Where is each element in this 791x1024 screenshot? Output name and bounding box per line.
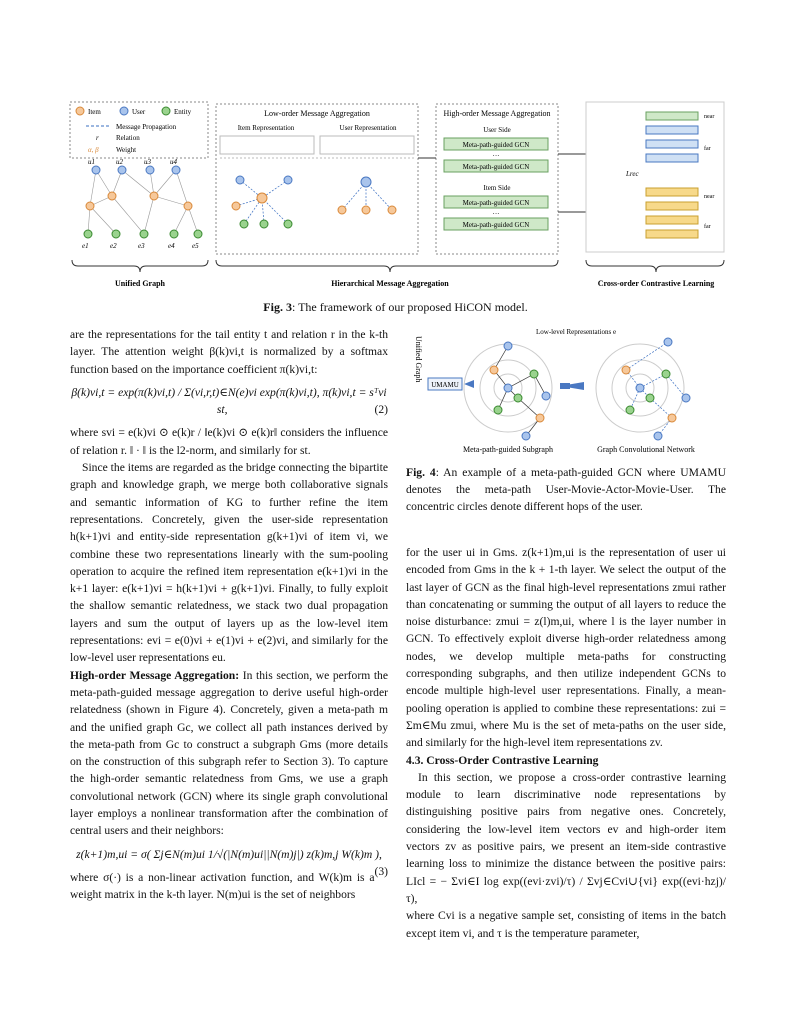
left-paragraph-2: where svi = e(k)vi ⊙ e(k)r / ‖e(k)vi ⊙ e(k)r‖ considers the influence of relation r. ‖ · ‖ is the l2-norm, and similarly for st.	[70, 426, 388, 457]
figure-3-caption	[0, 300, 791, 315]
item-side-label: Item Side	[483, 184, 511, 192]
high-order-heading: High-order Message Aggregation:	[70, 668, 240, 682]
figure-3-caption-text: : The framework of our proposed HiCON model.	[291, 300, 528, 314]
user-gcn-1-label: Meta-path-guided GCN	[462, 141, 530, 149]
figure-4-caption-prefix: Fig. 4	[406, 466, 436, 479]
entity-label-4: e4	[168, 242, 175, 250]
item-node-1	[86, 202, 94, 210]
user-embedding-bars	[646, 112, 698, 162]
entity-node-2	[112, 230, 120, 238]
umamu-label: UMAMU	[431, 381, 459, 389]
lrec-label: Lrec	[626, 170, 639, 178]
user-rep-title: User Representation	[339, 124, 397, 132]
user-label-1: u1	[88, 158, 95, 166]
legend-user-icon	[120, 107, 128, 115]
legend-propagation: Message Propagation	[116, 123, 177, 131]
item-node-5	[184, 202, 192, 210]
unified-graph-label: Unified Graph	[114, 279, 166, 288]
label-far-bottom: far	[704, 224, 711, 230]
user-label-3: u3	[144, 158, 151, 166]
left-paragraph-1: are the representations for the tail entity t and relation r in the k-th layer. The attention weight β(k)vi,t is normalized by a softmax function based on the importance coefficient π(k)vi,t:	[70, 328, 388, 376]
low-level-label: Low-level Representations e	[536, 328, 617, 336]
label-far-top: far	[704, 146, 711, 152]
equation-2-number: (2)	[374, 403, 388, 417]
subgraph-label: Meta-path-guided Subgraph	[463, 445, 553, 454]
figure-3	[66, 98, 726, 294]
legend-relation: Relation	[116, 134, 140, 142]
item-gcn-2-label: Meta-path-guided GCN	[462, 221, 530, 229]
entity-node-5	[194, 230, 202, 238]
label-near-bottom: near	[704, 194, 715, 200]
left-paragraph-3: Since the items are regarded as the bridge connecting the bipartite graph and knowledge graph, we merge both collaborative signals and semantic information of KG to further refine the item representations. Concretely, given the user-side representation h(k+1)vi and entity-side representation g(k+1)vi of item vi, we combine these two representations linearly with the sum-pooling operation to acquire the refined item representation e(k+1)vi in the k+1 layer: e(k+1)vi = h(k+1)vi + g(k+1)vi. Finally, to fully exploit the shallow semantic relatedness, we stack two dual propagation layers and sum the output of layers up as the low-level item representations: evi = e(0)vi + e(1)vi + e(2)vi, and similarly for the low-level user representations eu.	[70, 461, 388, 665]
left-paragraph-4: In this section, we perform the meta-path-guided message aggregation to derive useful high-order relatedness (shown in Figure 4). Concretely, given a meta-path m and the unified graph Gc, we collect all path instances derived by the meta-path from Gc to construct a subgraph Gms (more details on the construction of this subgraph refer to Section 3). To capture the high-order semantic relatedness from Gms, we use a graph convolutional network (GCN) where its single graph convolutional layer employs a nonlinear transformation after the combination of central users and their neighbors:	[70, 668, 389, 838]
brace-cross-order	[586, 260, 724, 272]
figure-4	[408, 326, 728, 456]
legend-entity: Entity	[174, 108, 192, 116]
high-order-title: High-order Message Aggregation	[443, 109, 551, 118]
cross-order-label: Cross-order Contrastive Learning	[597, 279, 715, 288]
legend-item-icon	[76, 107, 84, 115]
meta-path-diagram	[408, 326, 728, 456]
fig4-unified-graph: Unified Graph	[414, 336, 423, 383]
entity-label-2: e2	[110, 242, 117, 250]
figure-4-caption	[406, 464, 726, 515]
user-gcn-dots: ···	[492, 152, 500, 160]
user-side-label: User Side	[483, 126, 511, 134]
item-rep-formula-box	[220, 136, 314, 154]
item-rep-title: Item Representation	[237, 124, 295, 132]
user-node-2	[118, 166, 126, 174]
section-4-3-heading: 4.3. Cross-Order Contrastive Learning	[406, 753, 599, 767]
equation-3-body: z(k+1)m,ui = σ( Σj∈N(m)ui 1/√(|N(m)ui||N(m)j|) z(k)m,j W(k)m ),	[76, 847, 382, 861]
right-paragraph-2: In this section, we propose a cross-order contrastive learning module to learn discriminative node representations by distinguishing positive pairs from negative ones. Concretely, considering the low-level item vectors ev and high-order item vectors zv as positive pairs, we present an item-side contrastive learning loss to minimize the distance between the positive pairs: LIcl = − Σvi∈I log exp((evi·zvi)/τ) / Σvj∈Cvi∪{vi} exp((evi·hzj)/τ),	[406, 770, 726, 905]
legend-item: Item	[88, 108, 101, 116]
figure-3-caption-prefix: Fig. 3	[263, 300, 292, 314]
user-node-4	[172, 166, 180, 174]
unified-graph	[88, 170, 198, 234]
right-paragraph-3: where Cvi is a negative sample set, consisting of items in the batch except item vi, and τ is the temperature parameter,	[406, 909, 726, 940]
user-label-2: u2	[116, 158, 123, 166]
framework-diagram	[66, 98, 726, 294]
user-rep-formula-box	[320, 136, 414, 154]
legend-weight: Weight	[116, 146, 137, 154]
user-node-3	[146, 166, 154, 174]
equation-3	[70, 846, 388, 878]
hierarchical-label: Hierarchical Message Aggregation	[331, 279, 449, 288]
entity-node-3	[140, 230, 148, 238]
low-order-title: Low-order Message Aggregation	[264, 109, 370, 118]
entity-label-1: e1	[82, 242, 89, 250]
left-paragraph-5: where σ(·) is a non-linear activation function, and W(k)m is a weight matrix in the k-th layer. N(m)ui is the set of neighbors	[70, 870, 375, 902]
figure-4-caption-text: : An example of a meta-path-guided GCN where UMAMU denotes the meta-path User-Movie-Actor-Movie-User. The concentric circles denote different hops of the user.	[406, 466, 726, 513]
label-near-top: near	[704, 114, 715, 120]
legend-r: r	[96, 134, 99, 142]
legend-entity-icon	[162, 107, 170, 115]
legend-user: User	[132, 108, 146, 116]
item-embedding-bars	[646, 188, 698, 238]
umamu-arrow	[464, 380, 474, 388]
equation-2	[70, 384, 388, 419]
right-column	[406, 544, 726, 942]
subgraph-edges	[494, 346, 546, 436]
entity-label-5: e5	[192, 242, 199, 250]
item-node-4	[150, 192, 158, 200]
equation-3-number: (3)	[374, 864, 388, 878]
right-paragraph-1: for the user ui in Gms. z(k+1)m,ui is the representation of user ui encoded from Gms in the k + 1-th layer. We select the output of the last layer of GCN as the final high-level representations zmui rather than concatenating or summing the output of all layers to reduce the noise disturbance: zmui = z(l)m,ui, where l is the layer number in GCN. To effectively exploit diverse high-order relatedness among nodes, we develop multiple meta-paths for constructing corresponding subgraphs, and then utilize independent GCNs to encode multiple high-level user representations. Finally, a mean-pooling operation is applied to combine these representations: zui = Σm∈Mu zmui, where Mu is the set of meta-paths on the user side, and similarly for the high-level item representations zv.	[406, 546, 726, 750]
entity-node-4	[170, 230, 178, 238]
entity-node-1	[84, 230, 92, 238]
user-gcn-2-label: Meta-path-guided GCN	[462, 163, 530, 171]
legend-ab: α, β	[88, 146, 99, 154]
brace-hierarchical	[216, 260, 558, 272]
gcn-label: Graph Convolutional Network	[597, 445, 695, 454]
item-gcn-1-label: Meta-path-guided GCN	[462, 199, 530, 207]
user-label-4: u4	[170, 158, 177, 166]
entity-label-3: e3	[138, 242, 145, 250]
item-gcn-dots: ···	[492, 210, 500, 218]
brace-unified	[72, 260, 208, 272]
left-column	[70, 326, 388, 904]
user-node-1	[92, 166, 100, 174]
equation-2-body: β(k)vi,t = exp(π(k)vi,t) / Σ(vi,r,t)∈N(e)vi exp(π(k)vi,t), π(k)vi,t = sᵀvi st,	[71, 385, 387, 417]
gcn-edges	[626, 342, 686, 436]
item-node-2	[108, 192, 116, 200]
